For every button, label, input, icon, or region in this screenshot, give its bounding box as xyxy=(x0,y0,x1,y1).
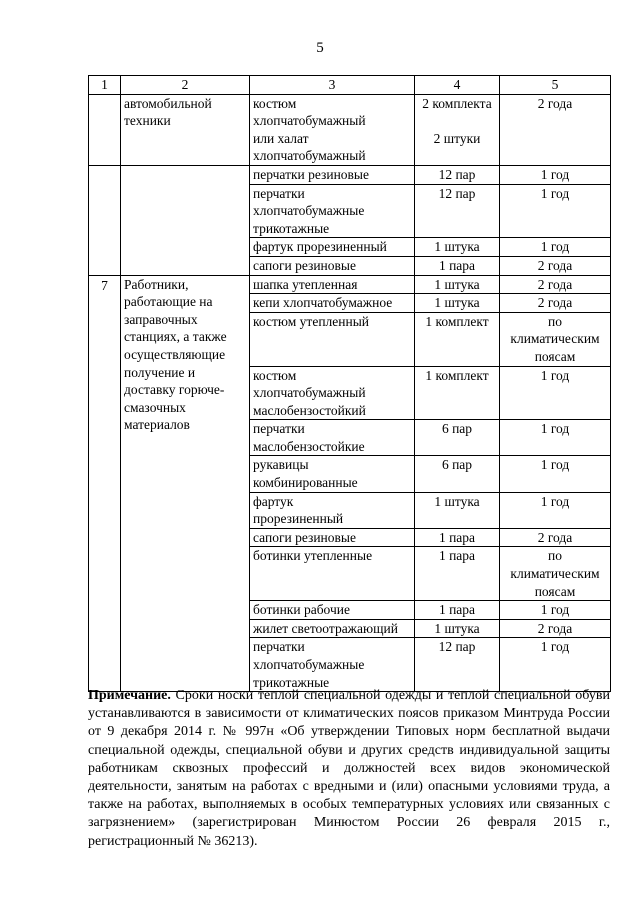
worker-category-line: Работники, xyxy=(124,276,189,292)
ppe-item-name xyxy=(250,601,415,620)
ppe-quantity-line: 1 комплект xyxy=(425,313,489,329)
ppe-quantity xyxy=(415,294,500,313)
ppe-item-name-line: фартук прорезиненный xyxy=(253,239,387,255)
worker-category-line: материалов xyxy=(124,417,190,433)
ppe-item-name xyxy=(250,238,415,257)
ppe-quantity-line: 6 пар xyxy=(441,421,473,437)
column-header: 4 xyxy=(415,76,500,95)
ppe-quantity-line: 6 пар xyxy=(441,457,473,473)
ppe-quantity-line: 1 пара xyxy=(438,548,476,564)
item-number xyxy=(89,94,121,165)
note-paragraph xyxy=(88,687,610,851)
ppe-item-name xyxy=(250,312,415,366)
column-header: 1 xyxy=(89,76,121,95)
ppe-item-name-line: перчатки xyxy=(253,639,305,655)
ppe-item-name xyxy=(250,275,415,294)
ppe-wear-term xyxy=(500,547,611,601)
ppe-quantity-line xyxy=(415,112,499,130)
ppe-wear-term-line: климатическим xyxy=(510,331,600,347)
ppe-wear-term xyxy=(500,601,611,620)
ppe-wear-term xyxy=(500,184,611,238)
ppe-item-name-line: маслобензостойкие xyxy=(253,438,365,454)
ppe-wear-term xyxy=(500,420,611,456)
ppe-item-name-line: костюм утепленный xyxy=(253,313,370,329)
ppe-item-name-line: ботинки утепленные xyxy=(253,548,373,564)
ppe-wear-term xyxy=(500,275,611,294)
ppe-item-name xyxy=(250,492,415,528)
ppe-item-name-line: хлопчатобумажные xyxy=(253,657,365,672)
ppe-wear-term-line: по xyxy=(548,548,562,564)
ppe-wear-term xyxy=(500,366,611,420)
ppe-item-name xyxy=(250,528,415,547)
ppe-item-name xyxy=(250,94,415,165)
ppe-wear-term-line: 1 год xyxy=(540,457,570,473)
column-header: 5 xyxy=(500,76,611,95)
ppe-item-name xyxy=(250,165,415,184)
ppe-wear-term xyxy=(500,165,611,184)
ppe-item-name-line: костюм xyxy=(253,367,297,383)
worker-category-line: техники xyxy=(124,113,171,129)
ppe-item-name-line: костюм xyxy=(253,95,297,111)
ppe-item-name-line: прорезиненный xyxy=(253,511,344,527)
worker-category-line: работающие на xyxy=(124,294,213,310)
ppe-wear-term xyxy=(500,456,611,492)
table-header-row xyxy=(89,76,611,95)
ppe-quantity xyxy=(415,184,500,238)
ppe-wear-term-line: поясам xyxy=(534,583,576,599)
ppe-item-name-line: хлопчатобумажный xyxy=(253,113,366,129)
ppe-wear-term xyxy=(500,312,611,366)
ppe-wear-term-line: 2 года xyxy=(537,257,573,273)
table-row xyxy=(89,165,611,184)
ppe-item-name-line: рукавицы xyxy=(253,457,309,473)
ppe-quantity xyxy=(415,619,500,638)
ppe-quantity xyxy=(415,165,500,184)
ppe-wear-term-line: 1 год xyxy=(540,166,570,182)
item-number xyxy=(89,165,121,275)
worker-category xyxy=(121,165,250,275)
ppe-quantity-line: 1 пара xyxy=(438,602,476,618)
worker-category-line: доставку горюче- xyxy=(124,382,225,398)
worker-category-line: автомобильной xyxy=(124,95,212,111)
ppe-wear-term xyxy=(500,294,611,313)
ppe-quantity-line: 1 штука xyxy=(434,276,480,292)
ppe-quantity-line: 12 пар xyxy=(438,166,476,182)
ppe-wear-term-line: поясам xyxy=(534,348,576,364)
ppe-quantity-line: 1 штука xyxy=(434,295,480,311)
ppe-quantity-line: 12 пар xyxy=(438,639,476,655)
ppe-quantity xyxy=(415,238,500,257)
ppe-quantity-line: 1 штука xyxy=(434,493,480,509)
ppe-wear-term-line: по xyxy=(548,313,562,329)
ppe-quantity-line: 1 пара xyxy=(438,529,476,545)
ppe-item-name xyxy=(250,256,415,275)
ppe-item-name-line: комбинированные xyxy=(253,475,358,491)
ppe-wear-term-line: 2 года xyxy=(537,276,573,292)
ppe-quantity xyxy=(415,312,500,366)
ppe-item-name-line: хлопчатобумажный xyxy=(253,385,366,401)
ppe-item-name-line: или халат xyxy=(253,130,309,146)
ppe-item-name-line: ботинки рабочие xyxy=(253,602,350,618)
ppe-quantity xyxy=(415,366,500,420)
ppe-quantity-line: 1 штука xyxy=(434,239,480,255)
ppe-wear-term-line: 1 год xyxy=(540,493,570,509)
ppe-wear-term-line: 2 года xyxy=(537,95,573,111)
ppe-quantity-line: 2 штуки xyxy=(433,130,481,146)
ppe-quantity xyxy=(415,492,500,528)
ppe-wear-term xyxy=(500,528,611,547)
ppe-wear-term-line: 2 года xyxy=(537,620,573,636)
ppe-norms-table xyxy=(88,75,611,692)
ppe-item-name-line: маслобензостойкий xyxy=(253,402,366,418)
ppe-quantity xyxy=(415,601,500,620)
ppe-item-name-line: хлопчатобумажные xyxy=(253,203,365,219)
worker-category-line: смазочных xyxy=(124,399,186,415)
table-row xyxy=(89,94,611,165)
ppe-item-name-line: перчатки xyxy=(253,421,305,437)
ppe-item-name xyxy=(250,366,415,420)
ppe-quantity-line: 1 комплект xyxy=(425,367,489,383)
ppe-quantity-line: 1 пара xyxy=(438,257,476,273)
ppe-item-name xyxy=(250,547,415,601)
ppe-quantity xyxy=(415,420,500,456)
ppe-item-name-line: кепи хлопчатобумажное xyxy=(253,295,393,311)
ppe-item-name-line: трикотажные xyxy=(253,674,330,690)
ppe-wear-term-line: 1 год xyxy=(540,185,570,201)
ppe-item-name-line: сапоги резиновые xyxy=(253,529,356,545)
ppe-item-name xyxy=(250,184,415,238)
ppe-wear-term-line: 1 год xyxy=(540,421,570,437)
worker-category-line: получение и xyxy=(124,364,196,380)
ppe-item-name-line: жилет светоотражающий xyxy=(253,620,398,636)
ppe-quantity xyxy=(415,456,500,492)
ppe-quantity-line: 12 пар xyxy=(438,185,476,201)
column-header: 2 xyxy=(121,76,250,95)
ppe-wear-term-line: 1 год xyxy=(540,239,570,255)
ppe-item-name-line: трикотажные xyxy=(253,220,330,236)
page-number: 5 xyxy=(316,40,324,56)
ppe-item-name-line: фартук xyxy=(253,493,294,509)
ppe-wear-term-line: 1 год xyxy=(540,602,570,618)
ppe-item-name xyxy=(250,456,415,492)
ppe-quantity xyxy=(415,638,500,692)
table-row xyxy=(89,275,611,294)
ppe-wear-term xyxy=(500,492,611,528)
column-header: 3 xyxy=(250,76,415,95)
ppe-wear-term-line: 1 год xyxy=(540,639,570,655)
ppe-quantity xyxy=(415,256,500,275)
ppe-wear-term xyxy=(500,238,611,257)
ppe-quantity xyxy=(415,547,500,601)
ppe-item-name-line: шапка утепленная xyxy=(253,276,358,292)
worker-category xyxy=(121,275,250,692)
ppe-wear-term xyxy=(500,638,611,692)
worker-category-line: станциях, а также xyxy=(124,329,227,345)
item-number: 7 xyxy=(89,275,121,692)
ppe-item-name-line: перчатки xyxy=(253,185,305,201)
ppe-quantity xyxy=(415,94,500,165)
ppe-wear-term xyxy=(500,94,611,165)
ppe-quantity-line: 1 штука xyxy=(434,620,480,636)
ppe-item-name xyxy=(250,420,415,456)
ppe-quantity xyxy=(415,528,500,547)
worker-category-line: заправочных xyxy=(124,311,198,327)
ppe-item-name-line: перчатки резиновые xyxy=(253,166,369,182)
note-text: Сроки носки теплой специальной одежды и теплой специальной обуви устанавливаются в зависимости от климатических поясов приказом Минтруда России от 9 декабря 2014 г. № 997н «Об утверждении Типовых норм бесплатной выдачи специальной одежды, специальной обуви и других средств индивидуальной защиты работникам сквозных профессий и должностей всех видов экономической деятельности, занятым на работах с вредными и (или) опасными условиями труда, а также на работах, выполняемых в особых температурных условиях или связанных с загрязнением» (зарегистрирован Минюстом России 26 февраля 2015 г., регистрационный № 36213). xyxy=(88,688,610,849)
ppe-wear-term-line: 2 года xyxy=(537,529,573,545)
ppe-wear-term xyxy=(500,256,611,275)
ppe-quantity xyxy=(415,275,500,294)
ppe-wear-term-line: 1 год xyxy=(540,367,570,383)
ppe-item-name xyxy=(250,294,415,313)
worker-category xyxy=(121,94,250,165)
ppe-quantity-line: 2 комплекта xyxy=(422,95,492,111)
ppe-item-name-line: хлопчатобумажный xyxy=(253,148,366,164)
ppe-wear-term xyxy=(500,619,611,638)
ppe-wear-term-line: 2 года xyxy=(537,295,573,311)
ppe-item-name xyxy=(250,638,415,692)
note-label: Примечание. xyxy=(88,688,171,703)
ppe-item-name-line: сапоги резиновые xyxy=(253,257,356,273)
worker-category-line: осуществляющие xyxy=(124,346,226,362)
ppe-item-name xyxy=(250,619,415,638)
ppe-wear-term-line: климатическим xyxy=(510,566,600,582)
